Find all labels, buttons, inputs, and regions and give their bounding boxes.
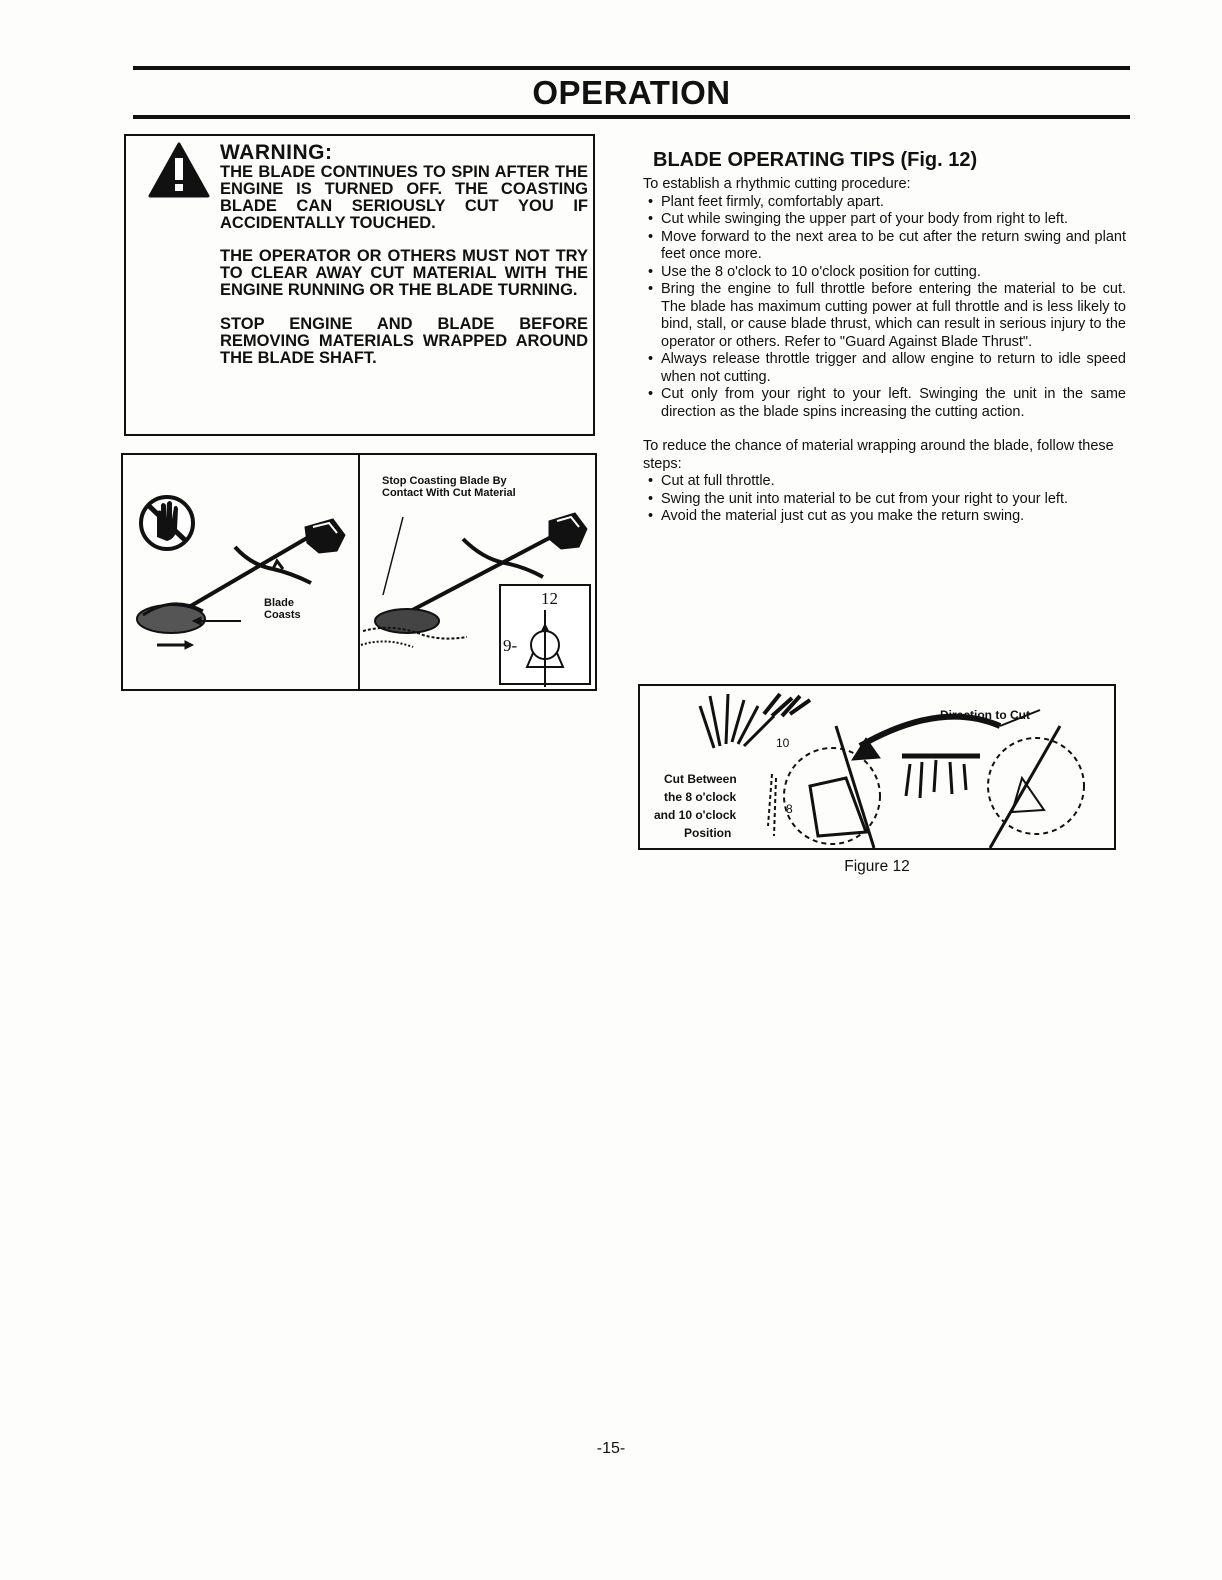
figure-caption: Figure 12 xyxy=(844,858,910,875)
list-item: • Swing the unit into material to be cut from your right to your left. xyxy=(643,491,1126,509)
stop-coasting-label: Stop Coasting Blade By Contact With Cut Material xyxy=(382,475,516,499)
tips-list xyxy=(643,194,1126,422)
tips-heading: BLADE OPERATING TIPS (Fig. 12) xyxy=(653,149,978,171)
cut-between-label-line-2: the 8 o'clock xyxy=(664,790,737,804)
cut-between-label-line-4: Position xyxy=(684,826,732,840)
clock-8-label: 8 xyxy=(786,802,793,816)
page-number: -15- xyxy=(596,1440,626,1457)
cut-between-label-line-3: and 10 o'clock xyxy=(654,808,737,822)
list-item: • Cut at full throttle. xyxy=(643,473,1126,491)
list-item: • Bring the engine to full throttle before entering the material to be cut. The blade has maximum cutting power at full throttle and is less likely to bind, stall, or cause blade thrust, which can result in serious injury to the operator or others. Refer to "Guard Against Blade Thrust". xyxy=(643,281,1126,351)
top-rule xyxy=(133,66,1130,70)
blade-coast-illustration-panel xyxy=(121,453,597,691)
warning-text xyxy=(220,142,588,384)
blade-coasts-label: Blade Coasts xyxy=(264,597,301,621)
clock-9-label: 9- xyxy=(503,636,518,655)
list-item: • Move forward to the next area to be cut after the return swing and plant feet once more. xyxy=(643,229,1126,264)
clock-10-label: 10 xyxy=(776,736,790,750)
list-item: • Cut while swinging the upper part of your body from right to left. xyxy=(643,211,1126,229)
blade-operating-tips xyxy=(643,148,1126,526)
list-item: • Avoid the material just cut as you make the return swing. xyxy=(643,508,1126,526)
title-underline xyxy=(133,115,1130,119)
page-title: OPERATION xyxy=(532,74,731,111)
tips-intro: To establish a rhythmic cutting procedure: xyxy=(643,176,911,192)
wrap-intro: To reduce the chance of material wrapping around the blade, follow these steps: xyxy=(643,438,1114,472)
no-hands-icon xyxy=(141,497,193,549)
wrap-list xyxy=(643,473,1126,526)
list-item: • Use the 8 o'clock to 10 o'clock position for cutting. xyxy=(643,264,1126,282)
warning-triangle-icon xyxy=(148,142,210,198)
warning-paragraph-3: STOP ENGINE AND BLADE BEFORE REMOVING MATERIALS WRAPPED AROUND THE BLADE SHAFT. xyxy=(220,315,588,367)
warning-paragraph-1: THE BLADE CONTINUES TO SPIN AFTER THE ENGINE IS TURNED OFF. THE COASTING BLADE CAN SERIOUSLY CUT YOU IF ACCIDENTALLY TOUCHED. xyxy=(220,163,588,232)
list-item: • Cut only from your right to your left. Swinging the unit in the same direction as the blade spins increasing the cutting action. xyxy=(643,386,1126,421)
figure-12 xyxy=(638,684,1116,850)
warning-heading: WARNING: xyxy=(220,141,333,164)
illustration-divider xyxy=(358,455,360,689)
warning-paragraph-2: THE OPERATOR OR OTHERS MUST NOT TRY TO CLEAR AWAY CUT MATERIAL WITH THE ENGINE RUNNING OR THE BLADE TURNING. xyxy=(220,247,588,299)
list-item: • Plant feet firmly, comfortably apart. xyxy=(643,194,1126,212)
clock-12-label: 12 xyxy=(541,589,558,608)
warning-box xyxy=(124,134,595,436)
direction-to-cut-label: Direction to Cut xyxy=(940,708,1030,722)
list-item: • Always release throttle trigger and allow engine to return to idle speed when not cutting. xyxy=(643,351,1126,386)
cut-between-label-line-1: Cut Between xyxy=(664,772,737,786)
